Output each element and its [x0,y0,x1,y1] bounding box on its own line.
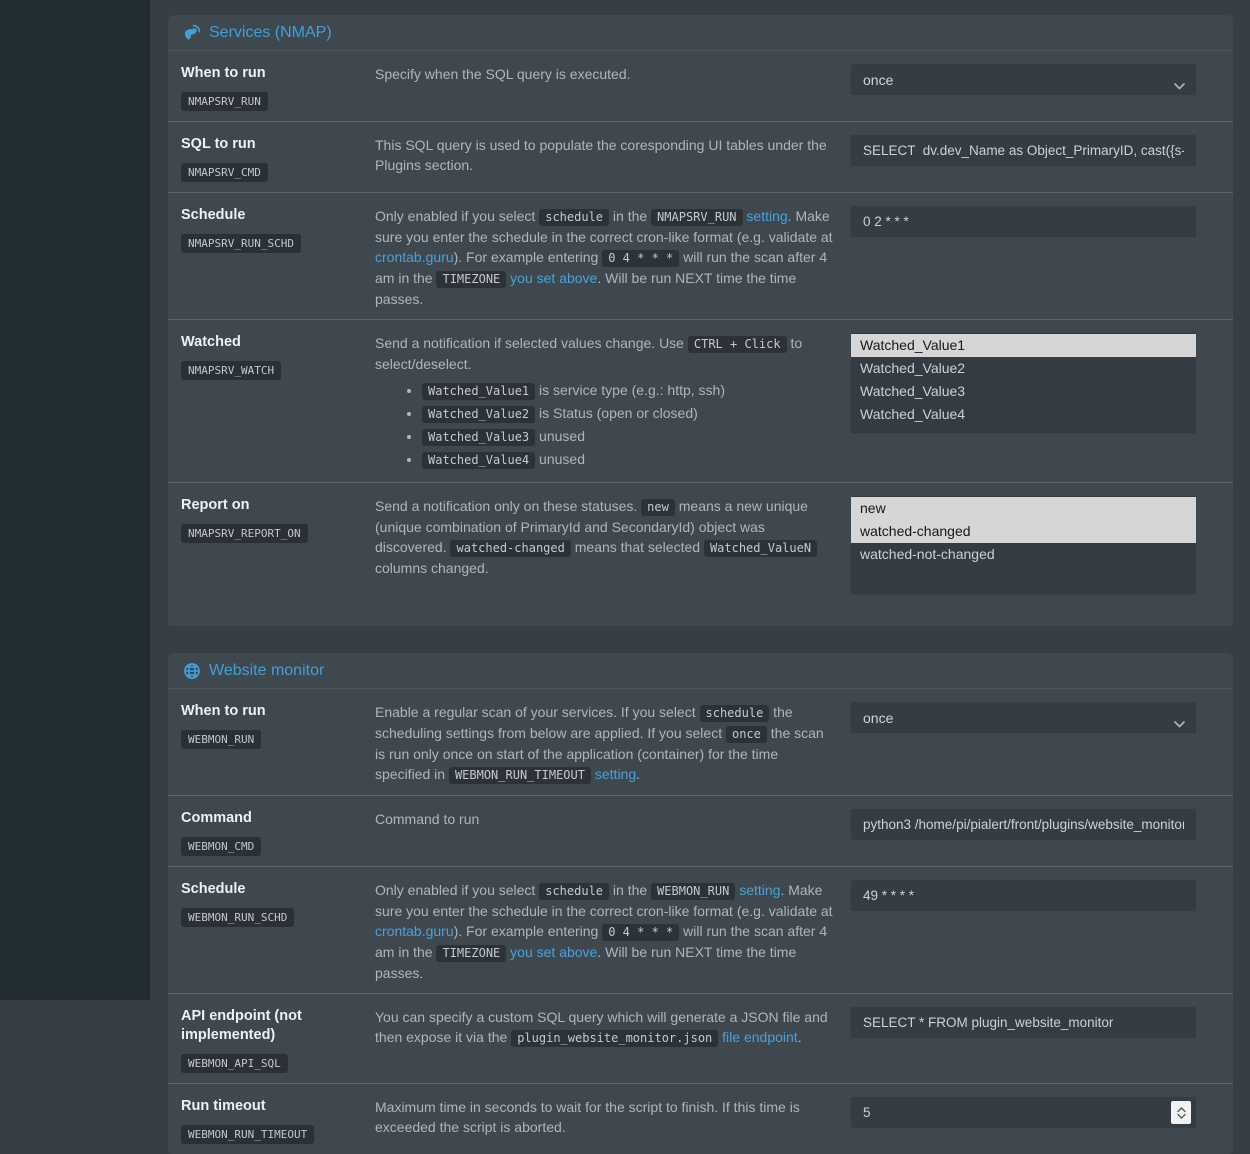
description-text: means a new unique (unique combination of PrimaryId and SecondaryId) object was discovered. [375,498,808,555]
setting-label: API endpoint (not implemented) [181,1008,302,1043]
panel-header [168,653,1233,689]
description-text: in the [609,882,652,898]
nmapsrv-run-schd-input[interactable] [850,205,1197,238]
webmon-cmd-input[interactable] [850,808,1197,841]
bullet-item [422,449,835,470]
setting-control-cell [850,1006,1197,1073]
panel-header [168,15,1233,51]
webmon-run-timeout-input[interactable] [850,1096,1197,1129]
setting-key-badge: WEBMON_RUN_TIMEOUT [181,1125,314,1144]
description-text: will run the scan after 4 am in the [375,923,828,960]
bullet-item [422,380,835,401]
setting-label: When to run [181,703,266,719]
setting-label-cell [181,701,375,785]
select-value: once [863,709,894,726]
setting-control-cell [850,808,1197,856]
inline-code: 0 4 * * * [602,924,679,941]
description-text: is Status (open or closed) [535,405,698,421]
inline-code: once [726,726,767,743]
spin-down-icon[interactable] [1177,1113,1186,1119]
webmon-run-timeout-number-field [850,1096,1197,1129]
setting-control-cell [850,134,1197,182]
webmon-run-select[interactable] [850,701,1197,734]
setting-description [375,701,850,785]
setting-label: Run timeout [181,1098,266,1114]
settings-page [150,0,1250,1154]
webmon-api-sql-input[interactable] [850,1006,1197,1039]
setting-control-cell [850,495,1197,616]
setting-control-cell [850,701,1197,785]
setting-label-cell [181,1096,375,1144]
nmapsrv-report-on-listbox[interactable] [850,495,1197,595]
description-text: will run the scan after 4 am in the [375,249,828,286]
inline-code: TIMEZONE [436,271,506,288]
listbox-option[interactable]: Watched_Value1 [851,334,1196,357]
description-text: Only enabled if you select [375,208,540,224]
description-text: Command to run [375,811,480,827]
setting-key-badge: WEBMON_CMD [181,837,261,856]
bullet-item [422,403,835,424]
inline-code: NMAPSRV_RUN [651,209,742,226]
chevron-down-icon [1174,77,1185,93]
nmapsrv-cmd-input[interactable] [850,134,1197,167]
description-text: . Will be run NEXT time the time passes. [375,944,797,981]
inline-link[interactable]: setting [739,882,781,898]
setting-label: Schedule [181,207,246,223]
description-text: the scheduling settings from below are applied. If you select [375,704,793,741]
description-text: means that selected [570,539,704,555]
setting-control-cell [850,879,1197,983]
setting-label: Report on [181,497,250,513]
setting-label: Watched [181,334,241,350]
description-text: You can specify a custom SQL query which will generate a JSON file and then expose it via the [375,1009,828,1045]
setting-row [168,51,1233,122]
setting-key-badge: NMAPSRV_REPORT_ON [181,524,308,543]
listbox-option[interactable]: watched-changed [851,520,1196,543]
setting-description [375,134,850,182]
inline-code: 0 4 * * * [602,250,679,267]
description-text: . [797,1029,802,1045]
setting-description [375,879,850,983]
setting-row [168,1084,1233,1154]
setting-control-cell [850,1096,1197,1144]
sidebar [0,0,150,1000]
setting-row [168,193,1233,320]
setting-label-cell [181,205,375,309]
panel-title: Services (NMAP) [209,24,332,41]
inline-link[interactable]: crontab.guru [375,249,454,265]
inline-code: TIMEZONE [436,945,506,962]
description-text: . Make sure you enter the schedule in the correct cron-like format (e.g. validate at [375,882,833,919]
setting-label-cell [181,1006,375,1073]
setting-label-cell [181,879,375,983]
inline-code: WEBMON_RUN_TIMEOUT [449,767,591,784]
setting-description [375,332,850,472]
description-text: columns changed. [375,560,489,576]
setting-description [375,1096,850,1144]
listbox-option[interactable]: Watched_Value2 [860,360,966,376]
inline-link[interactable]: you set above [510,944,598,960]
setting-key-badge: NMAPSRV_WATCH [181,361,281,380]
inline-link[interactable]: crontab.guru [375,923,454,939]
setting-row [168,796,1233,867]
bullet-item [422,426,835,447]
setting-description [375,1006,850,1073]
setting-row [168,320,1233,483]
description-text: Maximum time in seconds to wait for the script to finish. If this time is exceeded the script is aborted. [375,1099,800,1135]
inline-code: WEBMON_RUN [651,883,735,900]
description-text: to select/deselect. [375,335,803,372]
inline-code: watched-changed [450,540,570,557]
description-text: Send a notification if selected values change. Use [375,335,688,351]
select-value: once [863,71,894,88]
nmapsrv-watch-listbox[interactable] [850,332,1197,434]
description-text: unused [535,428,585,444]
description-text: Only enabled if you select [375,882,540,898]
setting-label-cell [181,63,375,111]
inline-code: Watched_Value4 [422,452,535,469]
inline-link[interactable]: setting [746,208,788,224]
setting-row [168,122,1233,193]
inline-code: new [641,499,675,516]
chevron-down-icon [1174,715,1185,731]
inline-code: Watched_ValueN [704,540,817,557]
description-text: Enable a regular scan of your services. If you select [375,704,700,720]
setting-label-cell [181,134,375,182]
satellite-dish-icon [183,24,201,42]
setting-row [168,483,1233,626]
setting-row [168,867,1233,994]
setting-label: Command [181,810,252,826]
setting-key-badge: WEBMON_RUN_SCHD [181,908,294,927]
setting-row [168,994,1233,1084]
description-text: ). For example entering [453,923,603,939]
setting-label-cell [181,495,375,616]
inline-link[interactable]: you set above [510,270,598,286]
nmapsrv-run-select[interactable] [850,63,1197,96]
description-text: Specify when the SQL query is executed. [375,66,631,82]
inline-code: Watched_Value3 [422,429,535,446]
setting-label: When to run [181,65,266,81]
webmon-run-timeout-stepper[interactable] [1171,1101,1191,1124]
inline-code: Watched_Value1 [422,383,535,400]
description-text: ). For example entering [453,249,603,265]
settings-panel [168,15,1233,626]
setting-key-badge: NMAPSRV_RUN_SCHD [181,234,301,253]
setting-label: Schedule [181,881,246,897]
globe-icon [183,662,201,680]
listbox-option[interactable]: Watched_Value3 [860,383,966,399]
setting-control-cell [850,205,1197,309]
setting-description [375,808,850,856]
description-text: the scan is run only once on start of the application (container) for the time specified in [375,725,824,782]
setting-label: SQL to run [181,136,256,152]
setting-control-cell [850,332,1197,472]
inline-code: plugin_website_monitor.json [511,1030,718,1047]
setting-key-badge: WEBMON_API_SQL [181,1054,288,1073]
setting-control-cell [850,63,1197,111]
listbox-option[interactable]: watched-not-changed [860,546,995,562]
description-text: is service type (e.g.: http, ssh) [535,382,726,398]
description-text: in the [609,208,652,224]
inline-code: schedule [700,705,770,722]
settings-panel [168,653,1233,1154]
description-text: . Make sure you enter the schedule in the correct cron-like format (e.g. validate at [375,208,833,245]
description-text: Send a notification only on these statuses. [375,498,642,514]
webmon-run-schd-input[interactable] [850,879,1197,912]
inline-code: schedule [539,883,609,900]
description-text: This SQL query is used to populate the coresponding UI tables under the Plugins section. [375,137,827,173]
inline-code: CTRL + Click [688,336,787,353]
setting-label-cell [181,332,375,472]
setting-description [375,63,850,111]
setting-description [375,495,850,616]
setting-key-badge: NMAPSRV_CMD [181,163,268,182]
description-text: . [636,766,641,782]
setting-row [168,689,1233,796]
inline-code: Watched_Value2 [422,406,535,423]
inline-code: schedule [539,209,609,226]
listbox-option[interactable]: new [851,497,1196,520]
listbox-option[interactable]: Watched_Value4 [860,406,966,422]
setting-key-badge: WEBMON_RUN [181,730,261,749]
inline-link[interactable]: file endpoint [722,1029,798,1045]
description-text: unused [535,451,585,467]
panel-title: Website monitor [209,662,325,679]
description-text: . Will be run NEXT time the time passes. [375,270,797,307]
setting-description [375,205,850,309]
setting-label-cell [181,808,375,856]
description-bullet-list [375,380,835,470]
setting-key-badge: NMAPSRV_RUN [181,92,268,111]
inline-link[interactable]: setting [594,766,637,782]
